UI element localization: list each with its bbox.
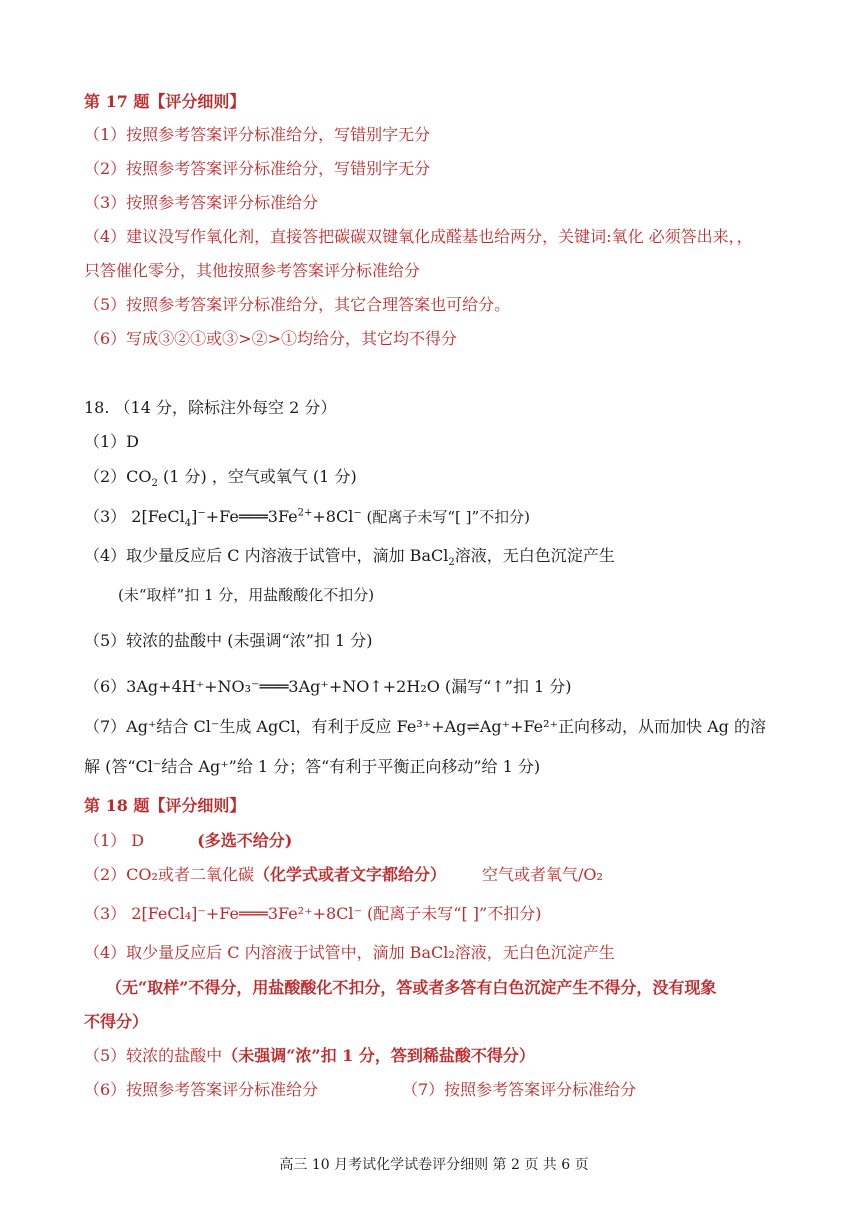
q18-rules-heading: 第 18 题【评分细则】: [84, 796, 246, 815]
q18-answer-3-note: (配离子未写“[ ]”不扣分): [361, 508, 531, 526]
q18-answer-6: （6）3Ag+4H⁺+NO₃⁻═══3Ag⁺+NO↑+2H₂O (漏写“↑”扣 1 分): [84, 677, 572, 696]
q18-rule-5-pre: （5）较浓的盐酸中: [84, 1046, 223, 1065]
q18-rule-2-post: 空气或者氧气/O₂: [481, 865, 603, 884]
q18-rule-4: （4）取少量反应后 C 内溶液于试管中，滴加 BaCl₂溶液，无白色沉淀产生: [84, 943, 615, 962]
q17-item-5: （5）按照参考答案评分标准给分，其它合理答案也可给分。: [84, 295, 511, 314]
q17-item-6: （6）写成③②①或③>②>①均给分，其它均不得分: [84, 329, 457, 348]
q18-rule-1: [84, 831, 292, 851]
q18-intro: 18. （14 分，除标注外每空 2 分）: [84, 398, 337, 417]
q18-answer-7: （7）Ag⁺结合 Cl⁻生成 AgCl，有利于反应 Fe³⁺+Ag⇌Ag⁺+Fe²⁺正向移动，从而加快 Ag 的溶: [84, 717, 766, 736]
q18-answer-5: （5）较浓的盐酸中 (未强调“浓”扣 1 分): [84, 631, 373, 650]
q18-rule-3: （3） 2[FeCl₄]⁻+Fe═══3Fe²⁺+8Cl⁻ (配离子未写“[ ]”不扣分): [84, 904, 542, 923]
q17-item-4-cont: 只答催化零分，其他按照参考答案评分标准给分: [84, 261, 421, 280]
q17-item-4: （4）建议没写作氧化剂，直接答把碳碳双键氧化成醛基也给两分，关键词:氧化 必须答出来，，: [84, 227, 753, 246]
q17-item-2: （2）按照参考答案评分标准给分，写错别字无分: [84, 159, 431, 178]
q18-rule-2-pre: （2）CO₂或者二氧化碳: [84, 865, 254, 884]
q18-rule-6: （6）按照参考答案评分标准给分: [84, 1080, 319, 1099]
q18-rule-5: [84, 1046, 535, 1066]
q18-answer-2-post: (1 分) ，空气或氧气 (1 分): [157, 467, 357, 486]
q18-rule-1-pre: （1） D: [84, 831, 145, 850]
q18-answer-3-pre: （3） 2[FeCl: [84, 507, 185, 526]
q17-heading: 第 17 题【评分细则】: [84, 92, 246, 111]
q18-answer-4-post: 溶液，无白色沉淀产生: [454, 546, 615, 565]
q17-item-3: （3）按照参考答案评分标准给分: [84, 193, 319, 212]
q18-rule-1-bold: (多选不给分): [197, 831, 293, 850]
q18-answer-2-pre: （2）CO: [84, 467, 152, 486]
q18-rule-4-note-cont: 不得分）: [84, 1012, 149, 1031]
q18-answer-4-pre: （4）取少量反应后 C 内溶液于试管中，滴加 BaCl: [84, 546, 449, 565]
q18-answer-3-fe: +Fe═══3Fe: [205, 507, 298, 526]
q18-answer-2: $(2)CO_2$ (1 分) ，空气或氧气 (1 分): [84, 467, 357, 490]
q18-rule-2-bold: （化学式或者文字都给分）: [253, 865, 446, 884]
page-footer: 高三 10 月考试化学试卷评分细则 第 2 页 共 6 页: [279, 1157, 589, 1173]
q18-rule-4-note: （无“取样”不得分，用盐酸酸化不扣分，答或者多答有白色沉淀产生不得分，没有现象: [106, 978, 717, 997]
q18-answer-3-bracket: ]: [191, 507, 198, 526]
q18-answer-4-note: (未“取样”扣 1 分，用盐酸酸化不扣分): [118, 586, 375, 604]
q18-answer-3: （3） $2[FeCl_4]^-+Fe═══3Fe^{2+}+8Cl^-$ (配离子未写“[ ]”不扣分): [84, 507, 531, 530]
q18-answer-7-cont: 解 (答“Cl⁻结合 Ag⁺”给 1 分；答“有利于平衡正向移动”给 1 分): [84, 757, 541, 776]
q18-answer-1: （1）D: [84, 432, 140, 451]
q18-answer-4: （4）取少量反应后 C 内溶液于试管中，滴加 BaCl$_2$溶液，无白色沉淀产生: [84, 546, 615, 569]
q18-rule-5-bold: （未强调“浓”扣 1 分，答到稀盐酸不得分）: [222, 1046, 535, 1065]
q18-rule-7: （7）按照参考答案评分标准给分: [402, 1080, 637, 1099]
q18-answer-3-cl: +8Cl: [312, 507, 354, 526]
q18-rule-2: [84, 865, 603, 885]
q17-item-1: （1）按照参考答案评分标准给分，写错别字无分: [84, 125, 431, 144]
